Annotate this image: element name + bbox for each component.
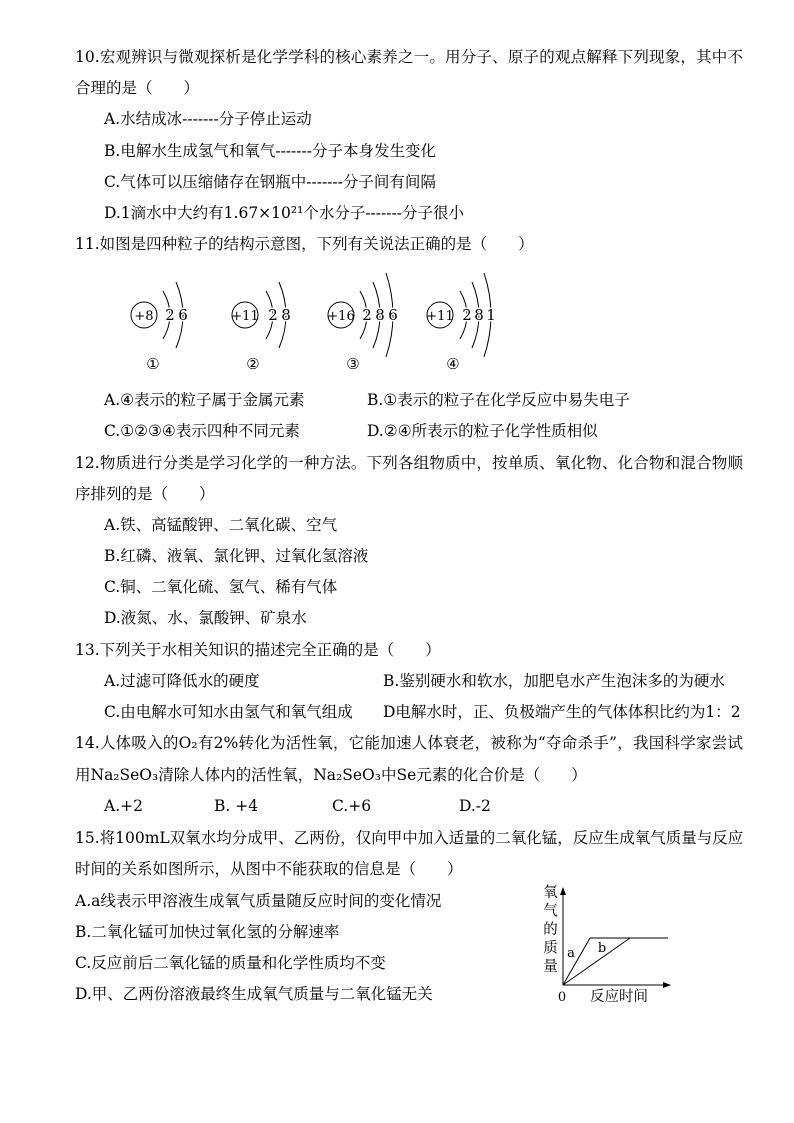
question-13-option-b: B.鉴别硬水和软水，加肥皂水产生泡沫多的为硬水 [383,672,725,690]
question-13-stem: 13.下列关于水相关知识的描述完全正确的是（ ） [75,641,441,659]
question-12-stem-line-1: 12.物质进行分类是学习化学的一种方法。下列各组物质中，按单质、氧化物、化合物和混合物顺 [75,454,743,472]
graph-series-label-a: a [567,946,575,961]
question-15-option-b: B.二氧化锰可加快过氧化氢的分解速率 [75,923,340,941]
question-14-option-b: B. +4 [214,797,259,815]
question-10-option-b: B.电解水生成氢气和氧气-------分子本身发生变化 [104,142,436,160]
question-13-option-c: C.由电解水可知水由氢气和氧气组成 [104,703,353,721]
question-12-stem-line-2: 序排列的是（ ） [75,485,215,503]
shell-electron-count: 2 [362,306,372,324]
shell-electron-count: 2 [268,306,278,324]
particle-structure-diagram [120,262,520,377]
shell-electron-count: 6 [388,306,398,324]
question-10-stem-line-2: 合理的是（ ） [75,79,200,97]
particle-label-3: ③ [346,355,360,373]
question-12-option-a: A.铁、高锰酸钾、二氧化碳、空气 [104,516,338,534]
question-14-stem-line-2: 用Na₂SeO₃清除人体内的活性氧，Na₂SeO₃中Se元素的化合价是（ ） [75,766,587,784]
particle-label-4: ④ [446,355,460,373]
question-11-stem: 11.如图是四种粒子的结构示意图，下列有关说法正确的是（ ） [75,235,534,253]
question-11-option-d: D.②④所表示的粒子化学性质相似 [367,422,598,440]
question-11-option-c: C.①②③④表示四种不同元素 [104,422,300,440]
nuclear-charge-3: +16 [327,309,355,324]
question-14-option-a: A.+2 [104,797,143,815]
graph-x-axis-label: 反应时间 [590,989,648,1005]
question-15-stem-line-2: 时间的关系如图所示，从图中不能获取的信息是（ ） [75,860,463,878]
question-15-stem-line-1: 15.将100mL双氧水均分成甲、乙两份，仅向甲中加入适量的二氧化锰，反应生成氧气质量与反应 [75,829,744,847]
shell-electron-count: 8 [375,306,385,324]
question-12-option-b: B.红磷、液氧、氯化钾、过氧化氢溶液 [104,547,369,565]
graph-origin-label: 0 [557,990,567,1005]
y-axis-arrow-icon [560,887,566,895]
question-15-option-a: A.a线表示甲溶液生成氧气质量随反应时间的变化情况 [75,892,442,910]
question-11-option-a: A.④表示的粒子属于金属元素 [104,391,305,409]
question-10-option-d: D.1滴水中大约有1.67×10²¹个水分子-------分子很小 [104,204,464,222]
question-15-option-c: C.反应前后二氧化锰的质量和化学性质均不变 [75,954,386,972]
shell-electron-count: 2 [462,306,472,324]
question-11-option-b: B.①表示的粒子在化学反应中易失电子 [367,391,630,409]
shell-electron-count: 6 [178,306,188,324]
question-10-stem-line-1: 10.宏观辨识与微观探析是化学学科的核心素养之一。用分子、原子的观点解释下列现象，其中不 [75,48,743,66]
oxygen-mass-time-graph [535,878,675,1008]
nuclear-charge-1: +8 [134,309,154,324]
question-14-option-c: C.+6 [332,797,372,815]
question-14-stem-line-1: 14.人体吸入的O₂有2%转化为活性氧，它能加速人体衰老，被称为“夺命杀手”，我国科学家尝试 [75,734,743,752]
shell-electron-count: 2 [165,306,175,324]
question-13-option-d: D电解水时，正、负极端产生的气体体积比约为1：2 [383,703,741,721]
particle-label-1: ① [146,355,160,373]
question-10-option-c: C.气体可以压缩储存在钢瓶中-------分子间有间隔 [104,173,436,191]
question-10-option-a: A.水结成冰-------分子停止运动 [104,110,312,128]
graph-y-axis-label: 氧气的质量 [541,884,557,977]
nuclear-charge-4: +11 [426,309,454,324]
shell-electron-count: 1 [486,306,496,324]
shell-electron-count: 8 [281,306,291,324]
question-12-option-d: D.液氮、水、氯酸钾、矿泉水 [104,609,307,627]
shell-electron-count: 8 [474,306,484,324]
question-14-option-d: D.-2 [459,797,491,815]
particle-label-2: ② [246,355,260,373]
question-13-option-a: A.过滤可降低水的硬度 [104,672,260,690]
nuclear-charge-2: +11 [231,309,259,324]
graph-series-label-b: b [597,941,607,956]
x-axis-arrow-icon [663,982,671,988]
question-12-option-c: C.铜、二氧化硫、氢气、稀有气体 [104,578,338,596]
question-15-option-d: D.甲、乙两份溶液最终生成氧气质量与二氧化锰无关 [75,985,433,1003]
